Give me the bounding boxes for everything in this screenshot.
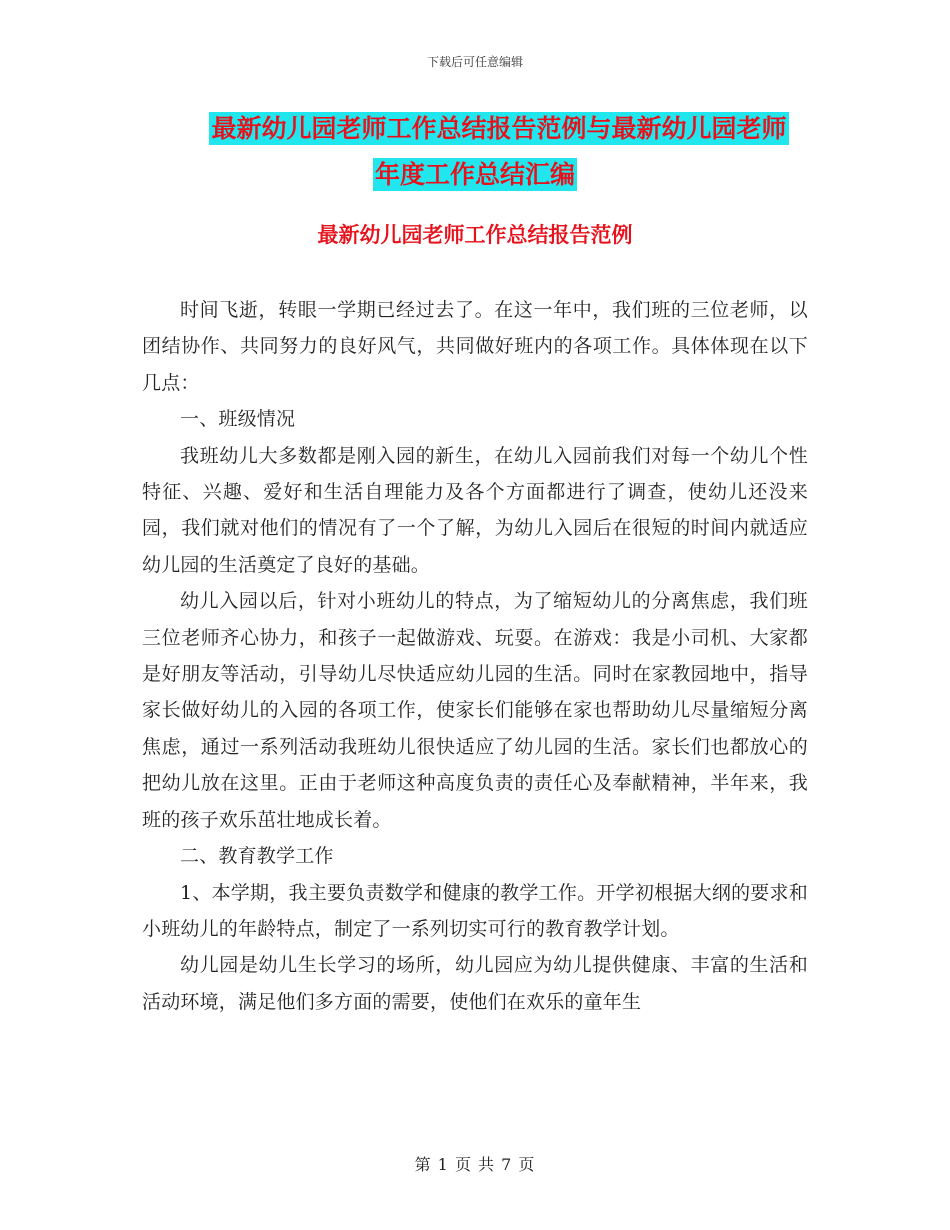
paragraph: 1、本学期，我主要负责数学和健康的教学工作。开学初根据大纲的要求和小班幼儿的年龄特点，制定了一系列切实可行的教育教学计划。 <box>142 881 808 940</box>
paragraph: 幼儿入园以后，针对小班幼儿的特点，为了缩短幼儿的分离焦虑，我们班三位老师齐心协力，和孩子一起做游戏、玩耍。在游戏：我是小司机、大家都是好朋友等活动，引导幼儿尽快适应幼儿园的生活。同时在家教园地中，指导家长做好幼儿的入园的各项工作，使家长们能够在家也帮助幼儿尽量缩短分离焦虑，通过一系列活动我班幼儿很快适应了幼儿园的生活。家长们也都放心的把幼儿放在这里。正由于老师这种高度负责的责任心及奉献精神，半年来，我班的孩子欢乐茁壮地成长着。 <box>142 590 808 831</box>
document-title-line-2: 年度工作总结汇编 <box>374 160 575 189</box>
paragraph: 幼儿园是幼儿生长学习的场所，幼儿园应为幼儿提供健康、丰富的生活和活动环境，满足他们多方面的需要，使他们在欢乐的童年生 <box>142 954 808 1013</box>
body-text <box>142 292 808 1020</box>
document-title <box>0 106 950 198</box>
heading-class-situation: 一、班级情况 <box>180 408 296 431</box>
page-number: 第 1 页 共 7 页 <box>414 1155 536 1174</box>
section-title: 最新幼儿园老师工作总结报告范例 <box>317 223 633 247</box>
document-title-line-1: 最新幼儿园老师工作总结报告范例与最新幼儿园老师 <box>211 114 787 143</box>
paragraph: 我班幼儿大多数都是刚入园的新生，在幼儿入园前我们对每一个幼儿个性特征、兴趣、爱好和生活自理能力及各个方面都进行了调查，使幼儿还没来园，我们就对他们的情况有了一个了解，为幼儿入园后在很短的时间内就适应幼儿园的生活奠定了良好的基础。 <box>142 444 808 576</box>
paragraph-intro: 时间飞逝，转眼一学期已经过去了。在这一年中，我们班的三位老师，以团结协作、共同努力的良好风气，共同做好班内的各项工作。具体体现在以下几点： <box>142 299 808 394</box>
page-header-note: 下载后可任意编辑 <box>426 55 523 69</box>
heading-teaching-work: 二、教育教学工作 <box>180 845 334 868</box>
